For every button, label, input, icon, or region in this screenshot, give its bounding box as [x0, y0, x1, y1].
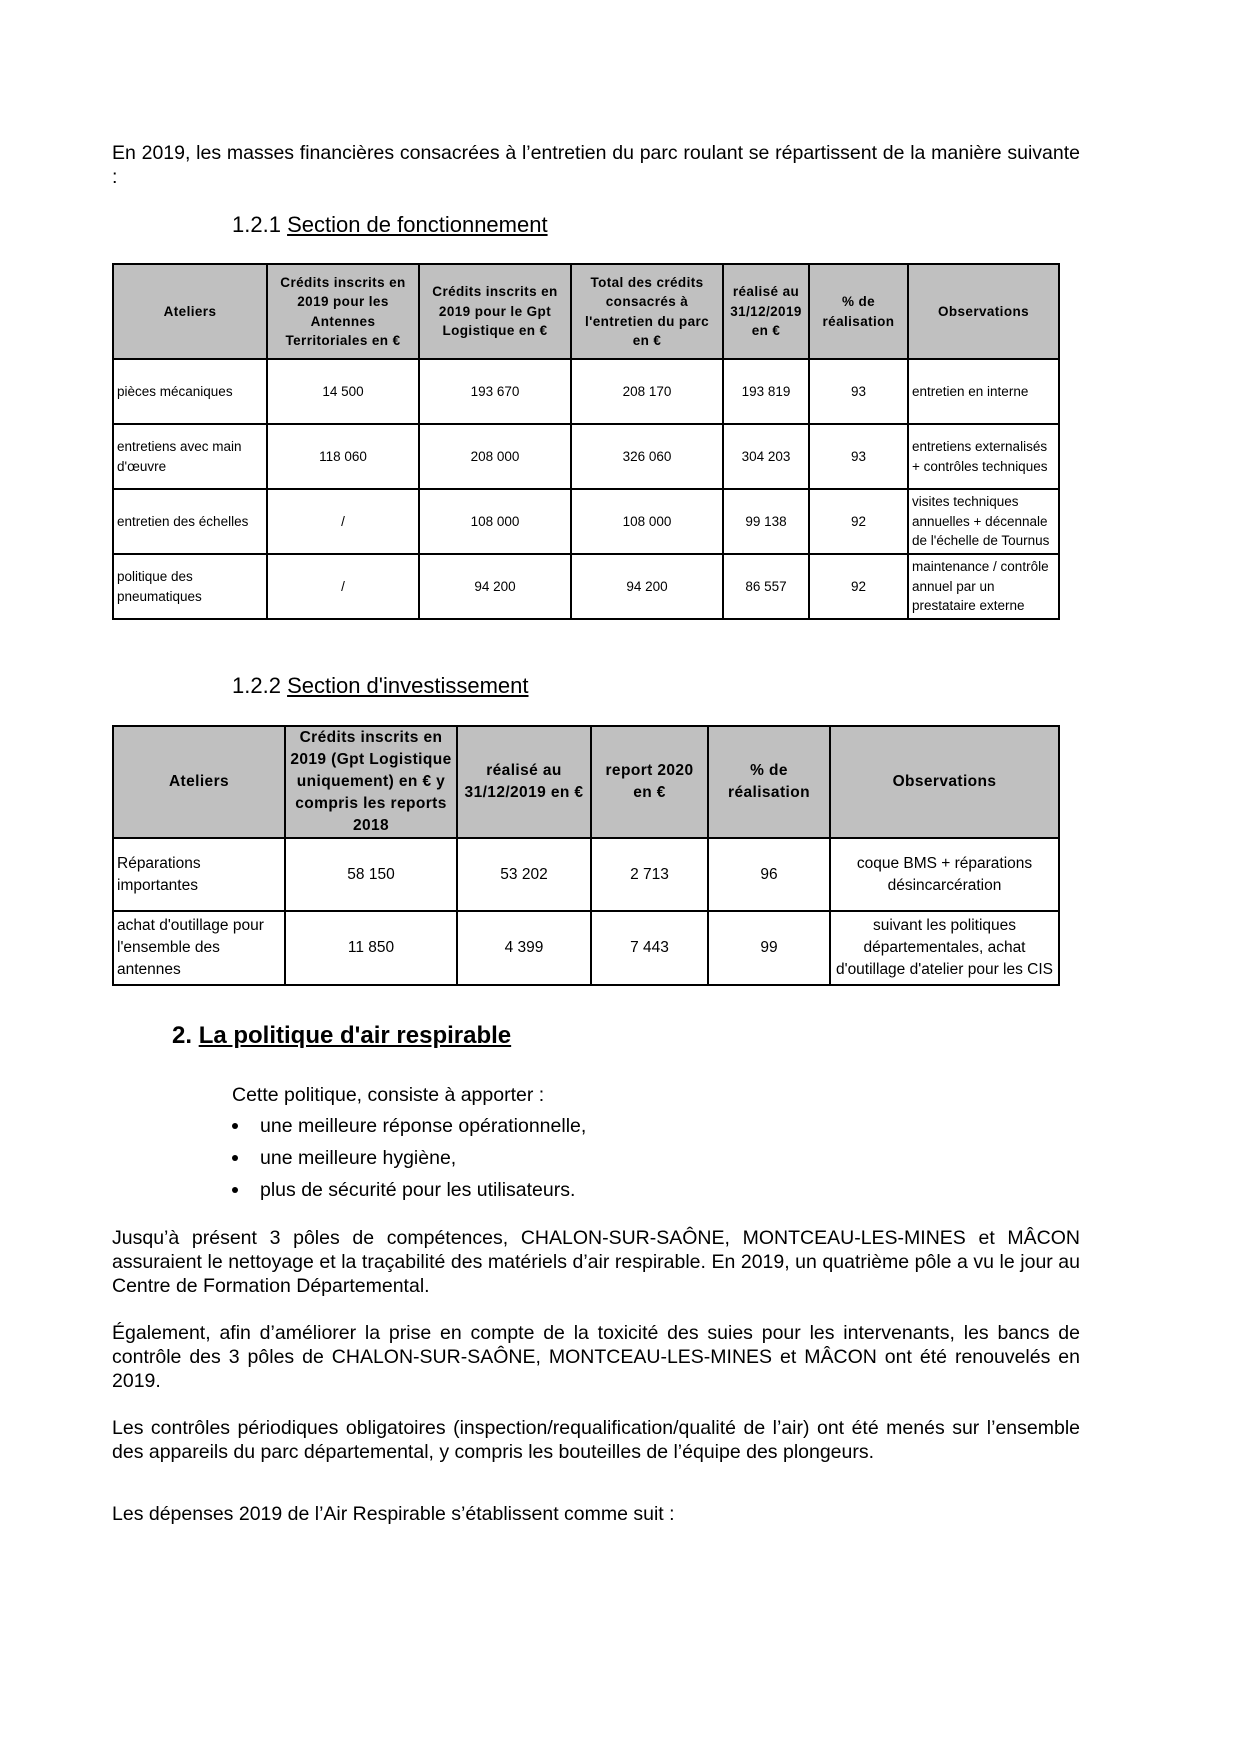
table-cell: 7 443 [591, 911, 708, 985]
table-row [113, 911, 1059, 985]
bullet-icon [232, 1155, 238, 1161]
table-row [113, 489, 1059, 554]
table-cell: 92 [809, 554, 908, 619]
section-number: 2. [172, 1022, 193, 1049]
column-header: % de réalisation [809, 264, 908, 359]
section-investissement-heading [232, 673, 529, 699]
investissement-table [112, 725, 1060, 986]
table-cell: entretiens externalisés + contrôles techniques [908, 424, 1059, 489]
table-cell: 208 170 [571, 359, 723, 424]
table-cell: 92 [809, 489, 908, 554]
table-cell: entretien en interne [908, 359, 1059, 424]
list-item-text: une meilleure réponse opérationnelle, [260, 1115, 587, 1137]
air-intro: Cette politique, consiste à apporter : [232, 1084, 545, 1106]
table-cell: visites techniques annuelles + décennale de l'échelle de Tournus [908, 489, 1059, 554]
table-cell: entretiens avec main d'œuvre [113, 424, 267, 489]
column-header: Total des crédits consacrés à l'entretien du parc en € [571, 264, 723, 359]
table-cell: 99 [708, 911, 830, 985]
table-row [113, 359, 1059, 424]
section-air-heading [172, 1022, 511, 1050]
table-cell: 11 850 [285, 911, 457, 985]
list-item-text: une meilleure hygiène, [260, 1147, 457, 1169]
table-cell: 86 557 [723, 554, 809, 619]
list-item [232, 1144, 586, 1176]
table-cell: 208 000 [419, 424, 571, 489]
column-header: Ateliers [113, 264, 267, 359]
fonctionnement-table [112, 263, 1060, 620]
section-number: 1.2.1 [232, 212, 281, 237]
column-header: réalisé au 31/12/2019 en € [723, 264, 809, 359]
table-cell: / [267, 489, 419, 554]
table-cell: 93 [809, 424, 908, 489]
table-cell: 2 713 [591, 838, 708, 911]
bullet-icon [232, 1123, 238, 1129]
table-row [113, 838, 1059, 911]
table-cell: 4 399 [457, 911, 591, 985]
section-title: La politique d'air respirable [198, 1022, 512, 1049]
table-row [113, 554, 1059, 619]
column-header: Crédits inscrits en 2019 pour le Gpt Logistique en € [419, 264, 571, 359]
column-header: Ateliers [113, 726, 285, 838]
table-cell: 108 000 [571, 489, 723, 554]
column-header: Observations [908, 264, 1059, 359]
table-cell: 108 000 [419, 489, 571, 554]
table-cell: 94 200 [419, 554, 571, 619]
section-fonctionnement-heading [232, 212, 548, 238]
table-cell: 58 150 [285, 838, 457, 911]
column-header: report 2020 en € [591, 726, 708, 838]
list-item-text: plus de sécurité pour les utilisateurs. [260, 1179, 576, 1201]
table-cell: 94 200 [571, 554, 723, 619]
table-cell: 193 819 [723, 359, 809, 424]
list-item [232, 1112, 586, 1144]
list-item [232, 1176, 586, 1208]
air-paragraph: Jusqu’à présent 3 pôles de compétences, CHALON-SUR-SAÔNE, MONTCEAU-LES-MINES et MÂCON assuraient le nettoyage et la traçabilité des matériels d’air respirable. En 2019, un quatrième pôle a vu le jour au Centre de Formation Départemental. [112, 1227, 1080, 1297]
air-bullet-list [232, 1112, 586, 1208]
intro-paragraph: En 2019, les masses financières consacrées à l’entretien du parc roulant se répartissent de la manière suivante : [112, 142, 1080, 188]
table-cell: 193 670 [419, 359, 571, 424]
column-header: % de réalisation [708, 726, 830, 838]
table-header-row [113, 264, 1059, 359]
table-cell: 304 203 [723, 424, 809, 489]
table-cell: 99 138 [723, 489, 809, 554]
column-header: Crédits inscrits en 2019 (Gpt Logistique uniquement) en € y compris les reports 2018 [285, 726, 457, 838]
table-cell: Réparations importantes [113, 838, 285, 911]
table-cell: achat d'outillage pour l'ensemble des antennes [113, 911, 285, 985]
bullet-icon [232, 1187, 238, 1193]
column-header: Observations [830, 726, 1059, 838]
column-header: Crédits inscrits en 2019 pour les Antennes Territoriales en € [267, 264, 419, 359]
table-cell: politique des pneumatiques [113, 554, 267, 619]
section-number: 1.2.2 [232, 673, 281, 698]
table-header-row [113, 726, 1059, 838]
table-cell: 326 060 [571, 424, 723, 489]
air-paragraph: Les dépenses 2019 de l’Air Respirable s’établissent comme suit : [112, 1503, 675, 1525]
table-cell: 93 [809, 359, 908, 424]
table-row [113, 424, 1059, 489]
table-cell: pièces mécaniques [113, 359, 267, 424]
table-cell: 96 [708, 838, 830, 911]
air-paragraph: Également, afin d’améliorer la prise en compte de la toxicité des suies pour les intervenants, les bancs de contrôle des 3 pôles de CHALON-SUR-SAÔNE, MONTCEAU-LES-MINES et MÂCON ont été renouvelés en 2019. [112, 1322, 1080, 1392]
section-title: Section d'investissement [287, 673, 529, 698]
table-cell: 53 202 [457, 838, 591, 911]
table-cell: 14 500 [267, 359, 419, 424]
table-cell: 118 060 [267, 424, 419, 489]
table-cell: suivant les politiques départementales, achat d'outillage d'atelier pour les CIS [830, 911, 1059, 985]
air-paragraph: Les contrôles périodiques obligatoires (inspection/requalification/qualité de l’air) ont été menés sur l’ensemble des appareils du parc départemental, y compris les bouteilles de l’équipe des plongeurs. [112, 1417, 1080, 1463]
table-cell: entretien des échelles [113, 489, 267, 554]
section-title: Section de fonctionnement [287, 212, 548, 237]
column-header: réalisé au 31/12/2019 en € [457, 726, 591, 838]
table-cell: / [267, 554, 419, 619]
table-cell: maintenance / contrôle annuel par un prestataire externe [908, 554, 1059, 619]
table-cell: coque BMS + réparations désincarcération [830, 838, 1059, 911]
